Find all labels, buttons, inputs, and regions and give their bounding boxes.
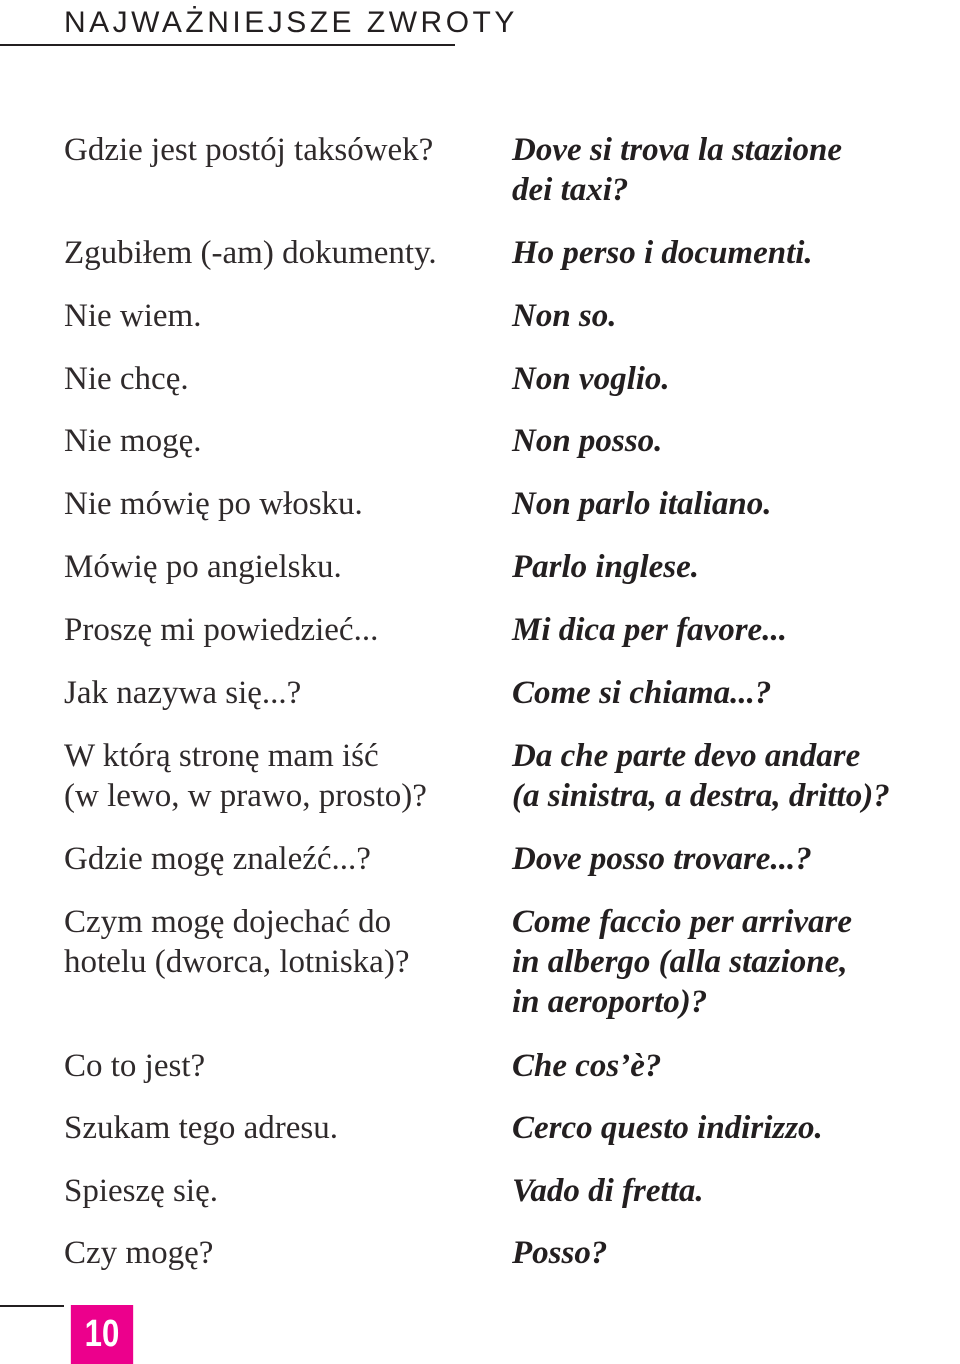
phrase-polish: Gdzie mogę znaleźć...? <box>64 841 371 877</box>
phrase-polish: Co to jest? <box>64 1048 206 1084</box>
phrase-polish: Mówię po angielsku. <box>64 549 342 585</box>
phrase-italian: Non posso. <box>512 423 663 459</box>
phrase-polish: Czym mogę dojechać do hotelu (dworca, lotniska)? <box>64 904 410 980</box>
phrase-polish: Jak nazywa się...? <box>64 675 302 711</box>
phrase-italian: Da che parte devo andare (a sinistra, a destra, dritto)? <box>512 738 890 814</box>
phrase-polish: W którą stronę mam iść (w lewo, w prawo, prosto)? <box>64 738 427 814</box>
header-rule <box>0 44 455 46</box>
phrase-italian: Non voglio. <box>512 361 670 397</box>
phrase-polish: Szukam tego adresu. <box>64 1110 339 1146</box>
phrase-italian: Posso? <box>512 1235 608 1271</box>
phrase-italian: Non parlo italiano. <box>512 486 772 522</box>
phrase-polish: Spieszę się. <box>64 1173 218 1209</box>
phrase-italian: Non so. <box>512 298 617 334</box>
phrase-italian: Dove posso trovare...? <box>512 841 812 877</box>
phrase-polish: Czy mogę? <box>64 1235 214 1271</box>
phrase-italian: Ho perso i documenti. <box>512 235 813 271</box>
phrase-italian: Mi dica per favore... <box>512 612 787 648</box>
phrase-italian: Dove si trova la stazione dei taxi? <box>512 132 842 208</box>
phrase-italian: Parlo inglese. <box>512 549 699 585</box>
phrase-italian: Vado di fretta. <box>512 1173 704 1209</box>
phrase-italian: Cerco questo indirizzo. <box>512 1110 823 1146</box>
phrase-italian: Come faccio per arrivare in albergo (alla stazione, in aeroporto)? <box>512 904 853 1020</box>
footer-rule <box>0 1305 64 1307</box>
phrase-polish: Gdzie jest postój taksówek? <box>64 132 434 168</box>
phrase-polish: Proszę mi powiedzieć... <box>64 612 379 648</box>
page-number-badge <box>71 1305 133 1364</box>
phrase-italian: Che cos’è? <box>512 1048 662 1084</box>
phrase-italian: Come si chiama...? <box>512 675 772 711</box>
phrase-polish: Zgubiłem (-am) dokumenty. <box>64 235 437 271</box>
phrase-polish: Nie mówię po włosku. <box>64 486 363 522</box>
phrase-polish: Nie wiem. <box>64 298 202 334</box>
phrase-polish: Nie chcę. <box>64 361 189 397</box>
page-number: 10 <box>84 1313 120 1355</box>
phrase-polish: Nie mogę. <box>64 423 202 459</box>
page-header: NAJWAŻNIEJSZE ZWROTY <box>64 6 518 39</box>
